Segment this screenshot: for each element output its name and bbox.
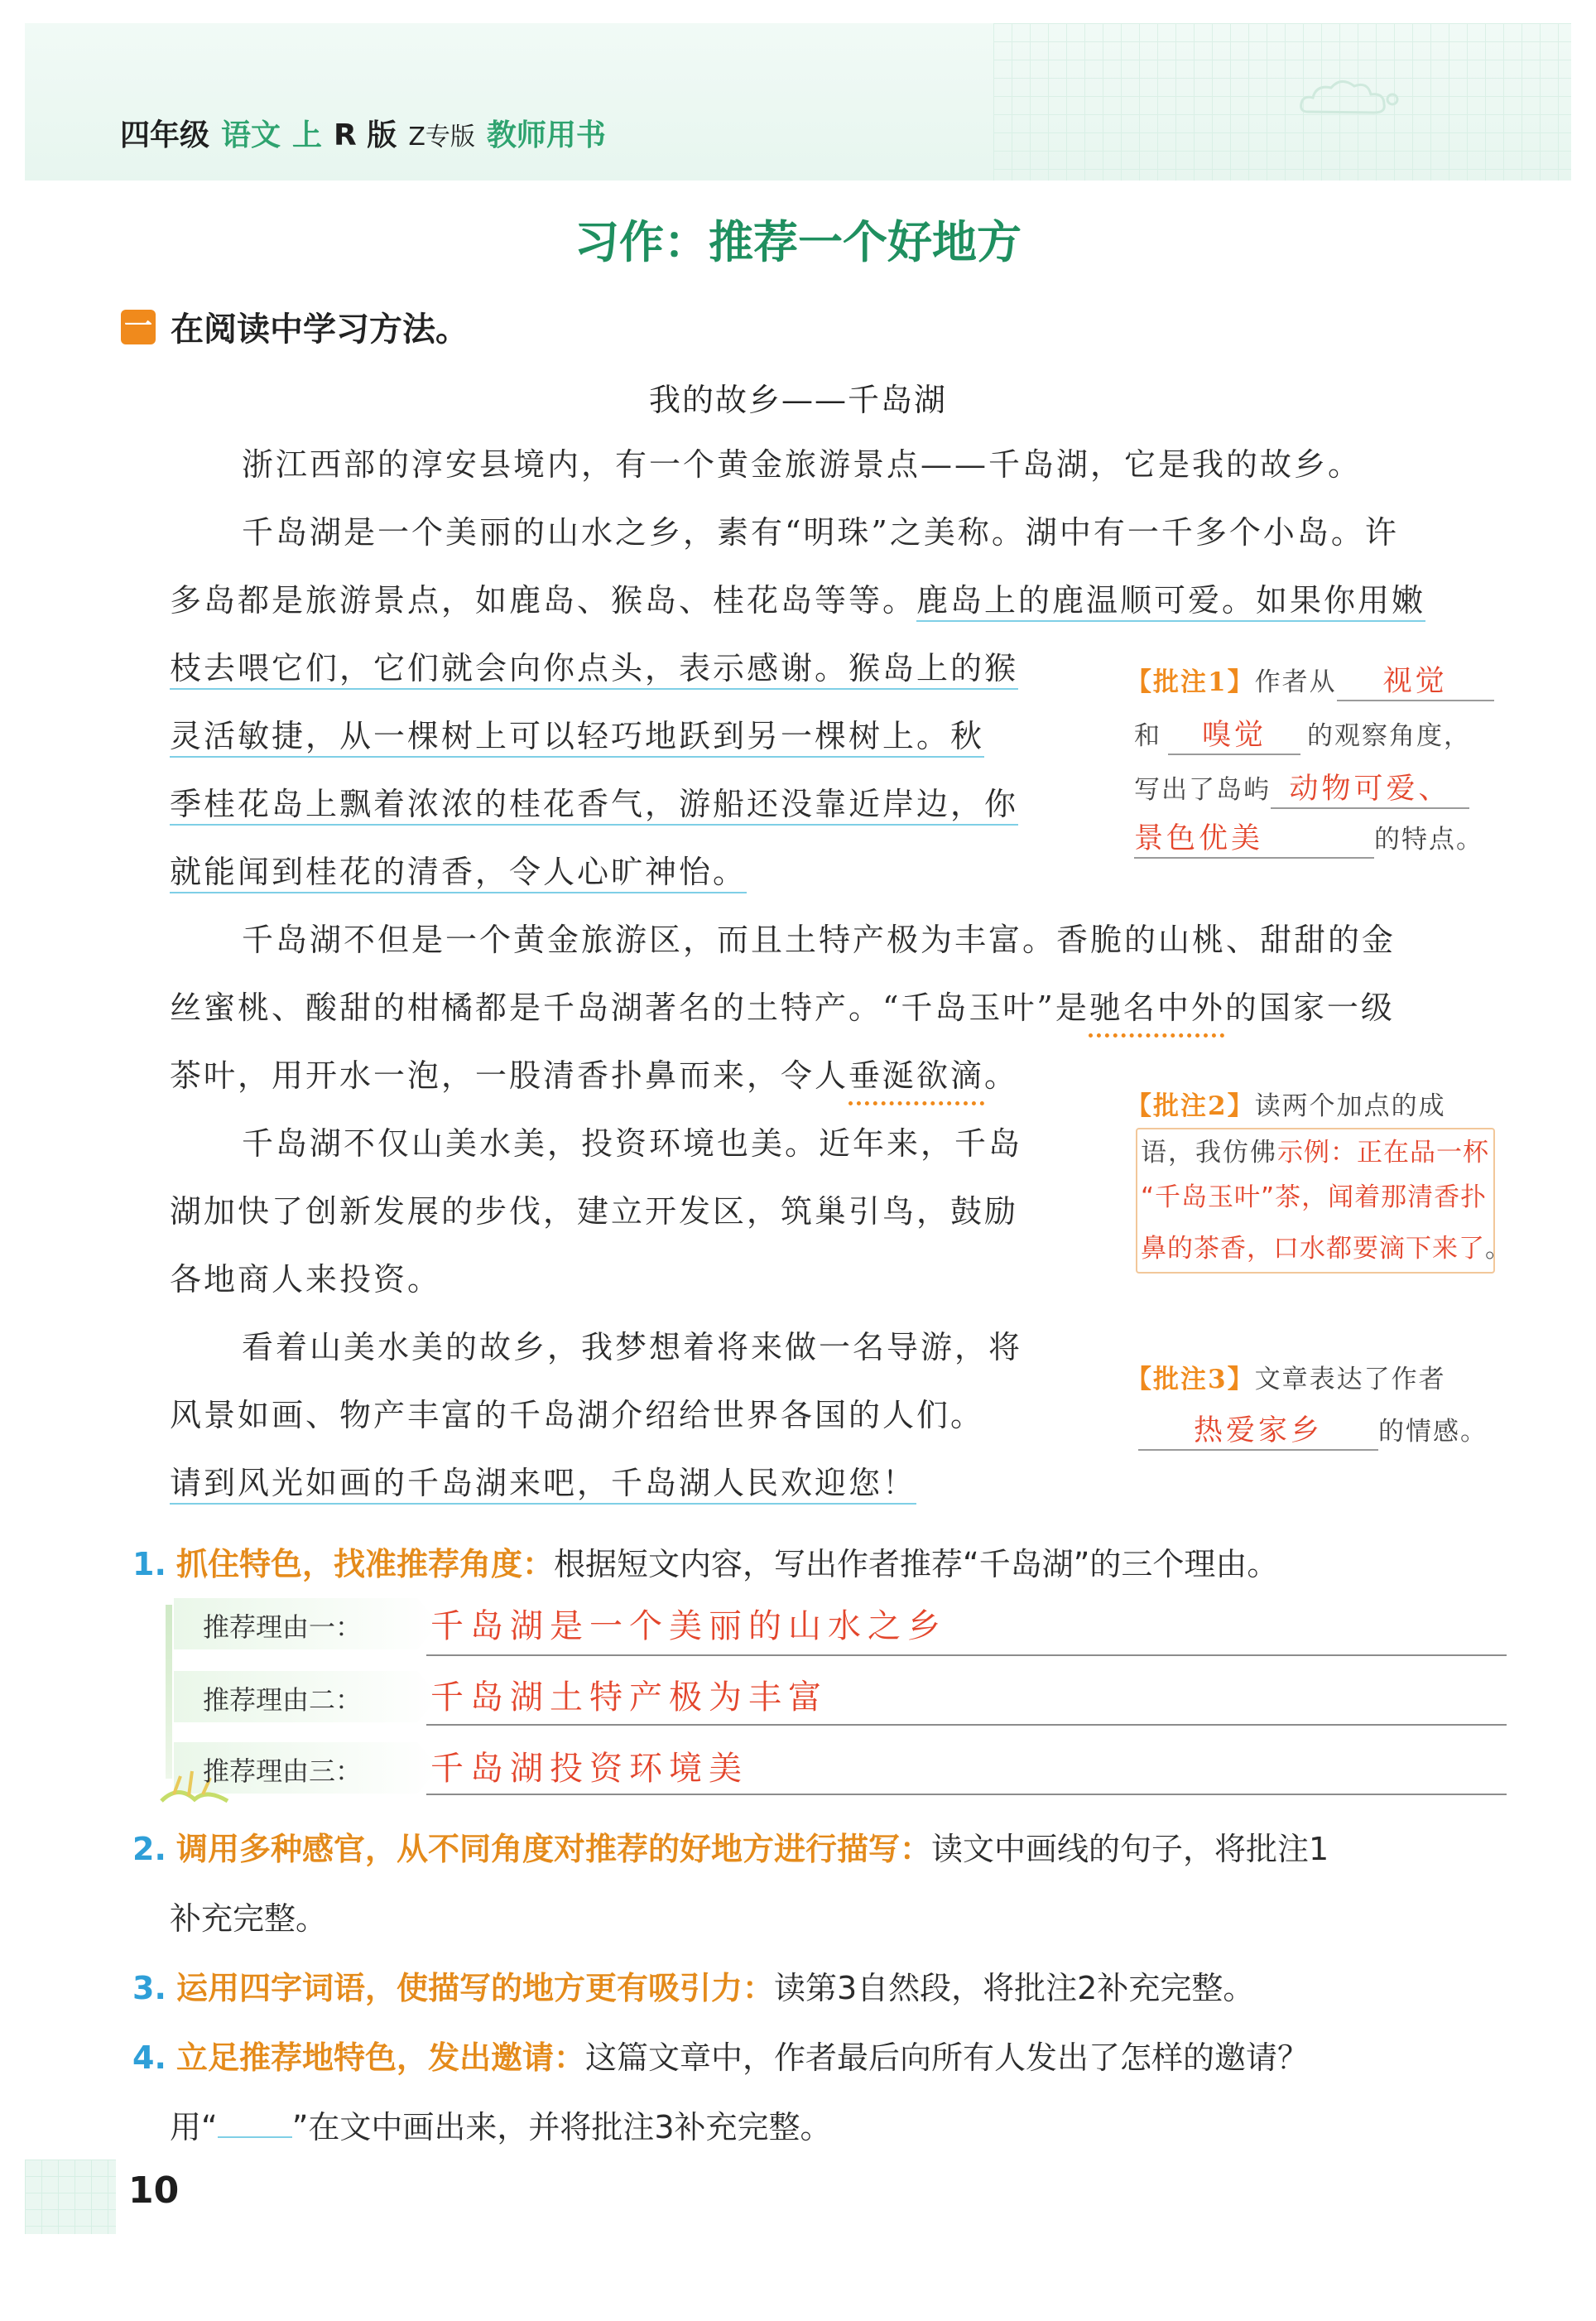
- cloud-icon: [1291, 75, 1407, 124]
- question-4-line2: [170, 2102, 832, 2147]
- question-3-number: 3.: [132, 1970, 166, 2006]
- story-p2-line3: [170, 643, 1018, 688]
- page-title: 习作：推荐一个好地方: [574, 216, 1022, 268]
- note-2-tag: 【批注2】: [1126, 1091, 1255, 1121]
- underline-sample: [218, 2113, 292, 2138]
- note-3-text2: 的情感。: [1378, 1417, 1488, 1447]
- note-3-tag: 【批注3】: [1126, 1365, 1255, 1394]
- note-2-text3: 。: [1485, 1234, 1512, 1264]
- reason-2-label: 推荐理由二：: [203, 1684, 363, 1716]
- question-1: [132, 1539, 1278, 1584]
- story-p3-line2b: 的国家一级: [1224, 990, 1395, 1026]
- reason-vine-decoration: [166, 1605, 172, 1779]
- note-1-answer3: 动物可爱、: [1289, 773, 1451, 806]
- story-p3-line2a: 丝蜜桃、酸甜的柑橘都是千岛湖著名的土特产。“千岛玉叶”是: [170, 990, 1089, 1026]
- section-marker: 一: [121, 310, 156, 344]
- story-p3-line3b: 。: [984, 1057, 1019, 1094]
- reason-3-line: [426, 1794, 1507, 1795]
- question-2-number: 2.: [132, 1831, 166, 1867]
- question-2: [132, 1823, 1329, 1869]
- term-label: 上: [292, 118, 323, 152]
- note-1-answer1: 视觉: [1382, 665, 1448, 698]
- story-p3-line3: [170, 1050, 1018, 1095]
- story-p2-line2b-underlined: 鹿岛上的鹿温顺可爱。如果你用嫩: [916, 582, 1425, 622]
- footer-grid-decoration: [25, 2160, 116, 2234]
- question-2-heading: 调用多种感官，从不同角度对推荐的好地方进行描写：: [175, 1831, 931, 1867]
- note-1-text5: 的特点。: [1374, 825, 1483, 855]
- story-p2-line4: [170, 710, 984, 756]
- story-p2-line6: [170, 846, 747, 892]
- subject-label: 语文: [221, 118, 281, 152]
- note-2-text1: 读两个加点的成: [1254, 1091, 1446, 1121]
- story-p2-line2a: 多岛都是旅游景点，如鹿岛、猴岛、桂花岛等等。: [170, 582, 917, 619]
- story-p2-line5: [170, 778, 1018, 824]
- story-p3-line2: [170, 982, 1395, 1028]
- story-p4-line2: 湖加快了创新发展的步伐，建立开发区，筑巢引鸟，鼓励: [170, 1193, 1019, 1230]
- note-1-answer2: 嗅觉: [1201, 719, 1267, 752]
- story-p3-line1: 千岛湖不但是一个黄金旅游区，而且土特产极为丰富。香脆的山桃、甜甜的金: [242, 922, 1396, 958]
- note-1-line4: [1134, 816, 1483, 859]
- question-2-text1: 读文中画线的句子，将批注1: [931, 1831, 1329, 1867]
- story-title: 我的故乡——千岛湖: [648, 382, 947, 418]
- dotted-idiom-2: 垂涎欲滴: [848, 1057, 985, 1094]
- note-2-text2: 语，我仿佛: [1141, 1138, 1277, 1168]
- reason-2-line: [426, 1724, 1507, 1726]
- story-p2-line5-underlined: 季桂花岛上飘着浓浓的桂花香气，游船还没靠近岸边，你: [170, 786, 1018, 826]
- story-p4-line1: 千岛湖不仅山美水美，投资环境也美。近年来，千岛: [242, 1125, 1023, 1162]
- question-4-heading: 立足推荐地特色，发出邀请：: [175, 2039, 585, 2076]
- question-1-number: 1.: [132, 1546, 166, 1582]
- story-paragraph-1: 浙江西部的淳安县境内，有一个黄金旅游景点——千岛湖，它是我的故乡。: [242, 446, 1363, 483]
- note-2-line3: [1141, 1176, 1487, 1213]
- note-1-answer4: 景色优美: [1134, 822, 1264, 855]
- note-1-text3: 的观察角度，: [1307, 721, 1471, 751]
- reason-1-label: 推荐理由一：: [203, 1611, 363, 1643]
- story-p4-line3: 各地商人来投资。: [170, 1261, 442, 1298]
- question-4-text2a: 用“: [170, 2109, 218, 2145]
- question-3-text: 读第3自然段，将批注2补充完整。: [774, 1970, 1255, 2006]
- reason-1-line: [426, 1654, 1507, 1656]
- book-info: [120, 112, 618, 154]
- note-2-answer1: 示例：正在品一杯: [1277, 1138, 1489, 1168]
- note-2-answer2: “千岛玉叶”茶，闻着那清香扑: [1141, 1182, 1488, 1212]
- book-type-label: 教师用书: [486, 118, 606, 152]
- question-2-text2: 补充完整。: [170, 1900, 328, 1937]
- note-1-tag: 【批注1】: [1126, 667, 1255, 697]
- note-2-line1: [1126, 1085, 1446, 1122]
- question-3: [132, 1962, 1254, 2008]
- question-4-number: 4.: [132, 2039, 166, 2076]
- section-heading: 在阅读中学习方法。: [171, 311, 469, 349]
- note-1-line1: [1126, 658, 1494, 701]
- story-p3-line3a: 茶叶，用开水一泡，一股清香扑鼻而来，令人: [170, 1057, 849, 1094]
- story-p2-line2: [170, 575, 1425, 620]
- note-1-text1: 作者从: [1254, 667, 1337, 697]
- note-2-line2: [1141, 1131, 1489, 1168]
- note-2-answer3: 鼻的茶香，口水都要滴下来了: [1141, 1234, 1485, 1264]
- note-3-line2: [1138, 1408, 1488, 1451]
- header-grid-decoration: [993, 23, 1571, 181]
- note-1-text2: 和: [1134, 721, 1161, 751]
- story-p5-line3: [170, 1457, 916, 1503]
- question-1-heading: 抓住特色，找准推荐角度：: [175, 1546, 554, 1582]
- reason-2-answer: 千岛湖土特产极为丰富: [430, 1678, 828, 1717]
- reason-1-answer: 千岛湖是一个美丽的山水之乡: [430, 1607, 947, 1645]
- dotted-idiom-1: 驰名中外: [1089, 990, 1225, 1026]
- story-p2-line3-underlined: 枝去喂它们，它们就会向你点头，表示感谢。猴岛上的猴: [170, 650, 1018, 690]
- series-label: Z专版: [408, 123, 475, 152]
- note-2-line4: [1141, 1227, 1512, 1264]
- question-3-heading: 运用四字词语，使描写的地方更有吸引力：: [175, 1970, 774, 2006]
- story-p5-line1: 看着山美水美的故乡，我梦想着将来做一名导游，将: [242, 1329, 1023, 1365]
- note-3-line1: [1126, 1358, 1446, 1395]
- note-3-text1: 文章表达了作者: [1254, 1365, 1446, 1394]
- question-1-text: 根据短文内容，写出作者推荐“千岛湖”的三个理由。: [554, 1546, 1279, 1582]
- edition-label: R 版: [334, 118, 397, 152]
- note-1-text4: 写出了岛屿: [1134, 775, 1271, 805]
- story-p2-line4-underlined: 灵活敏捷，从一棵树上可以轻巧地跃到另一棵树上。秋: [170, 718, 984, 758]
- note-3-answer1: 热爱家乡: [1193, 1414, 1323, 1447]
- story-p2-line1: 千岛湖是一个美丽的山水之乡，素有“明珠”之美称。湖中有一千多个小岛。许: [242, 514, 1399, 551]
- question-4-text1: 这篇文章中，作者最后向所有人发出了怎样的邀请？: [585, 2039, 1310, 2076]
- question-4-text2b: ”在文中画出来，并将批注3补充完整。: [291, 2109, 832, 2145]
- story-p5-line2: 风景如画、物产丰富的千岛湖介绍给世界各国的人们。: [170, 1397, 985, 1433]
- grade-label: 四年级: [120, 118, 210, 152]
- question-4: [132, 2032, 1309, 2078]
- story-p5-line3-underlined: 请到风光如画的千岛湖来吧，千岛湖人民欢迎您！: [170, 1465, 916, 1505]
- note-1-line3: [1134, 766, 1469, 809]
- reason-3-label: 推荐理由三：: [203, 1755, 363, 1787]
- page-number: 10: [128, 2169, 180, 2212]
- story-p2-line6-underlined: 就能闻到桂花的清香，令人心旷神怡。: [170, 854, 747, 893]
- note-1-line2: [1134, 712, 1471, 755]
- reason-3-answer: 千岛湖投资环境美: [430, 1750, 748, 1788]
